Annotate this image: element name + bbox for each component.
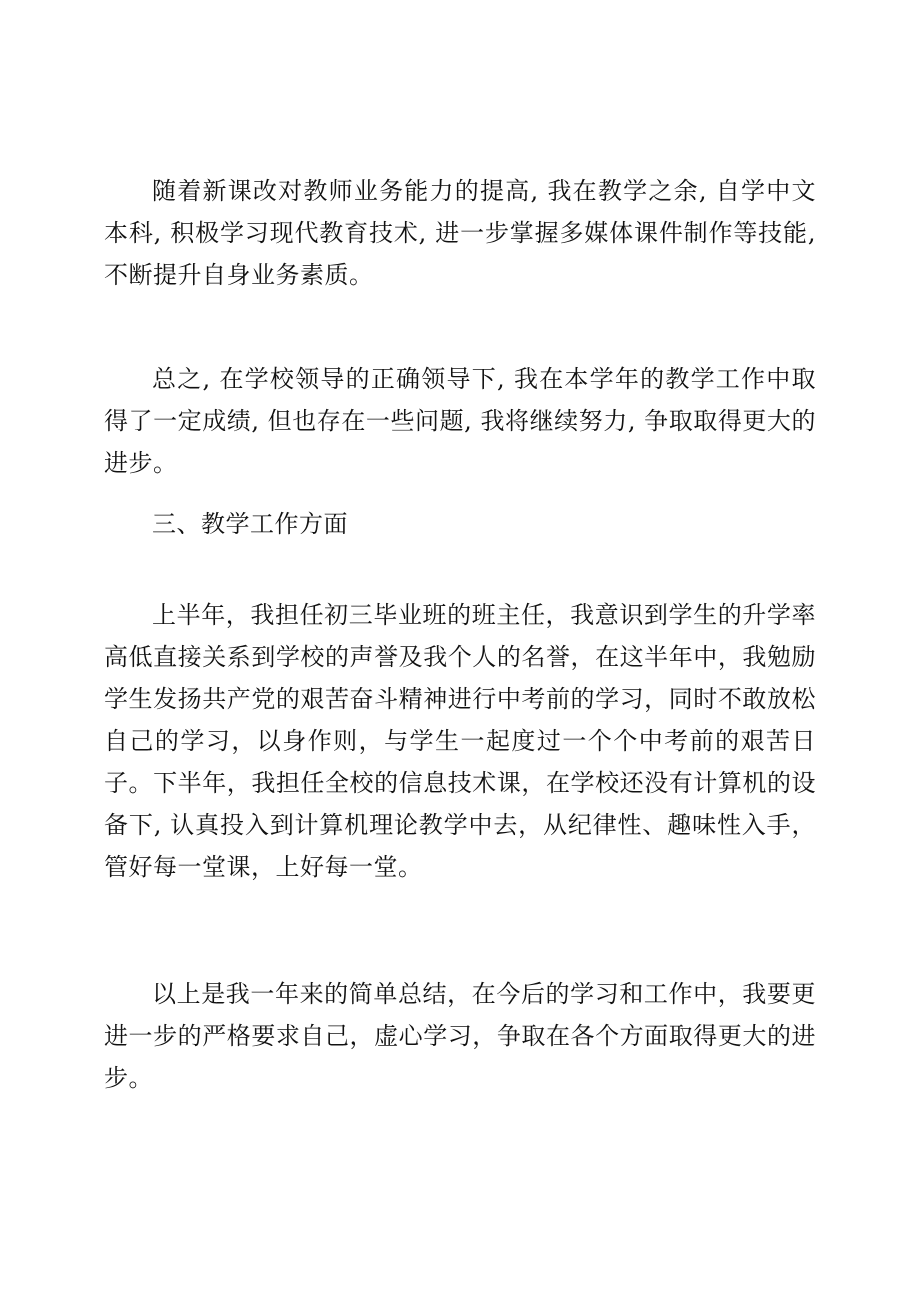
paragraph-summary: 总之, 在学校领导的正确领导下, 我在本学年的教学工作中取得了一定成绩, 但也存在一些问题, 我将继续努力, 争取取得更大的进步。 [104,365,816,477]
paragraph-conclusion: 以上是我一年来的简单总结，在今后的学习和工作中，我要更进一步的严格要求自己，虚心学习，争取在各个方面取得更大的进步。 [104,980,816,1092]
section-heading-teaching-work: 三、教学工作方面 [152,510,348,538]
paragraph-self-study: 随着新课改对教师业务能力的提高, 我在教学之余, 自学中文本科, 积极学习现代教育技术, 进一步掌握多媒体课件制作等技能, 不断提升自身业务素质。 [104,177,816,289]
paragraph-teaching-work: 上半年，我担任初三毕业班的班主任，我意识到学生的升学率高低直接关系到学校的声誉及我个人的名誉，在这半年中，我勉励学生发扬共产党的艰苦奋斗精神进行中考前的学习，同时不敢放松自己的学习，以身作则，与学生一起度过一个个中考前的艰苦日子。下半年，我担任全校的信息技术课，在学校还没有计算机的设备下, 认真投入到计算机理论教学中去，从纪律性、趣味性入手，管好每一堂课，上好每一堂。 [104,601,816,881]
